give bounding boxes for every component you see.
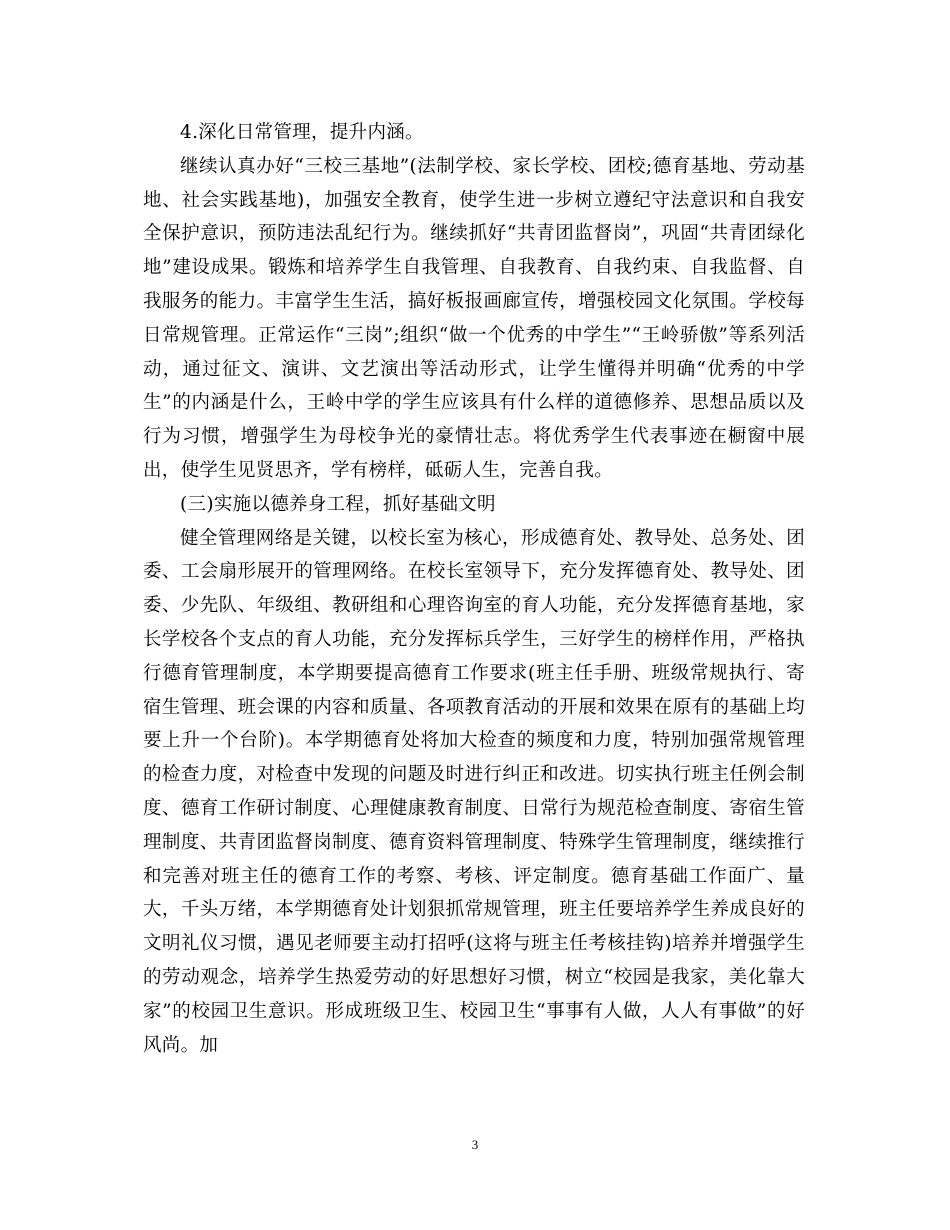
paragraph-section-heading-3: (三)实施以德养身工程，抓好基础文明 [180, 493, 496, 515]
paragraph-three-schools: 继续认真办好“三校三基地”(法制学校、家长学校、团校;德育基地、劳动基地、社会实践基地)，加强安全教育，使学生进一步树立遵纪守法意识和自我安全保护意识，预防违法乱纪行为。继续抓好“共青团监督岗”，巩固“共青团绿化地”建设成果。锻炼和培养学生自我管理、自我教育、自我约束、自我监督、自我服务的能力。丰富学生生活，搞好板报画廊宣传，增强校园文化氛围。学校每日常规管理。正常运作“三岗”;组织“做一个优秀的中学生”“王岭骄傲”等系列活动，通过征文、演讲、文艺演出等活动形式，让学生懂得并明确“优秀的中学生”的内涵是什么，王岭中学的学生应该具有什么样的道德修养、思想品质以及行为习惯，增强学生为母校争光的豪情壮志。将优秀学生代表事迹在橱窗中展出，使学生见贤思齐，学有榜样，砥砺人生，完善自我。 [143, 155, 805, 481]
paragraph-section-heading-4: 4.深化日常管理，提升内涵。 [180, 122, 424, 143]
page-number: 3 [471, 1137, 479, 1152]
paragraph-management-network: 健全管理网络是关键，以校长室为核心，形成德育处、教导处、总务处、团委、工会扇形展开的管理网络。在校长室领导下，充分发挥德育处、教导处、团委、少先队、年级组、教研组和心理咨询室的育人功能，充分发挥德育基地，家长学校各个支点的育人功能，充分发挥标兵学生，三好学生的榜样作用，严格执行德育管理制度，本学期要提高德育工作要求(班主任手册、班级常规执行、寄宿生管理、班会课的内容和质量、各项教育活动的开展和效果在原有的基础上均要上升一个台阶)。本学期德育处将加大检查的频度和力度，特别加强常规管理的检查力度，对检查中发现的问题及时进行纠正和改进。切实执行班主任例会制度、德育工作研讨制度、心理健康教育制度、日常行为规范检查制度、寄宿生管理制度、共青团监督岗制度、德育资料管理制度、特殊学生管理制度，继续推行和完善对班主任的德育工作的考察、考核、评定制度。德育基础工作面广、量大，千头万绪，本学期德育处计划狠抓常规管理，班主任要培养学生养成良好的文明礼仪习惯，遇见老师要主动打招呼(这将与班主任考核挂钩)培养并增强学生的劳动观念，培养学生热爱劳动的好思想好习惯，树立“校园是我家，美化靠大家”的校园卫生意识。形成班级卫生、校园卫生“事事有人做，人人有事做”的好风尚。加 [143, 527, 805, 1056]
body-text [143, 116, 805, 1062]
